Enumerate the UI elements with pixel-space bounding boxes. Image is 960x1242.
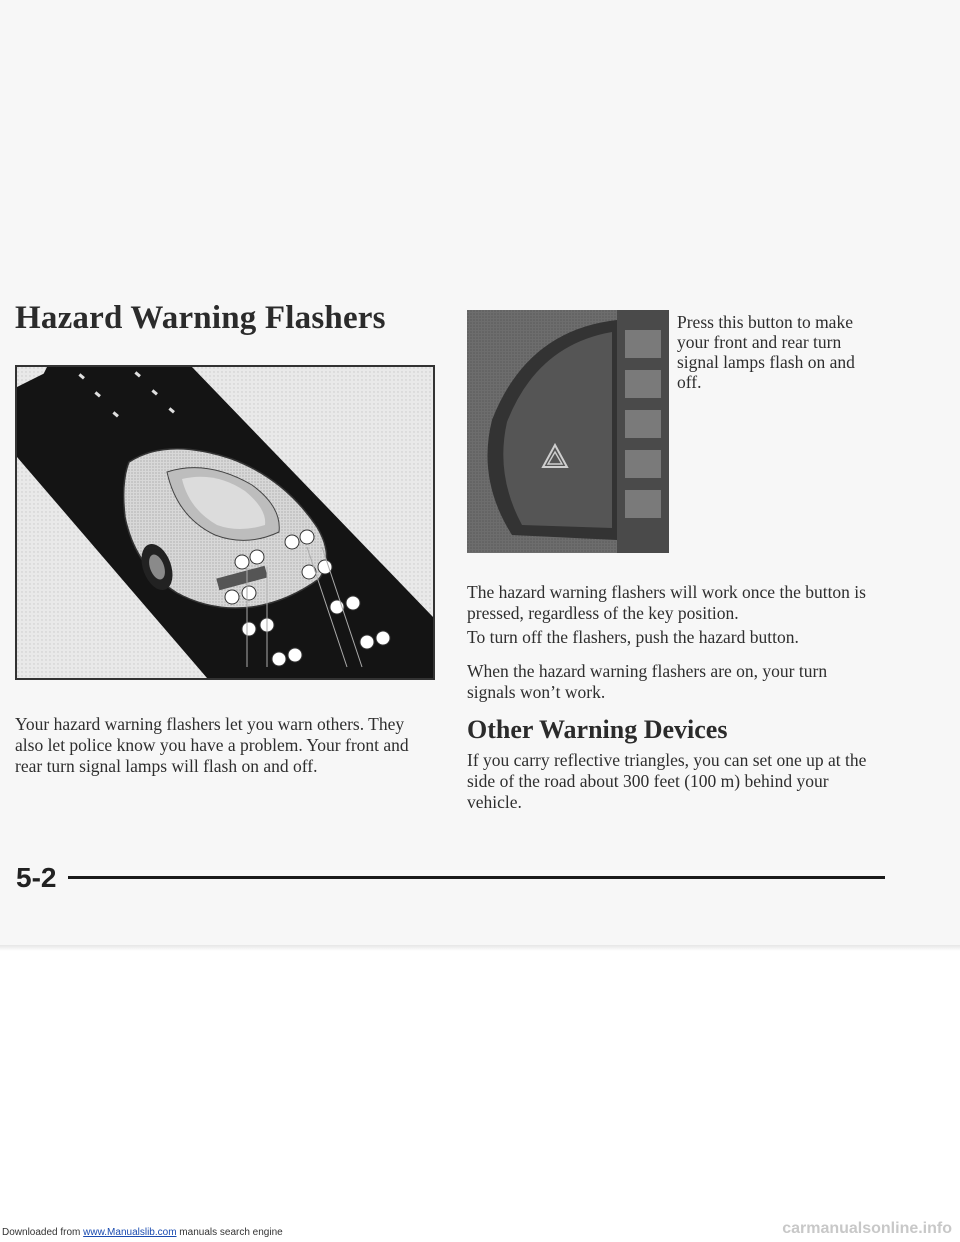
- intro-paragraph: Your hazard warning flashers let you warn others. They also let police know you have a problem. Your front and rear turn signal lamps will flash on and off.: [15, 714, 409, 776]
- section-title: Hazard Warning Flashers: [15, 300, 386, 336]
- hazard-button-photo: [467, 310, 669, 553]
- car-on-road-illustration: [15, 365, 435, 680]
- manualslib-link[interactable]: www.Manualslib.com: [83, 1227, 177, 1238]
- page-bottom-margin: [0, 945, 960, 1242]
- paragraph-turn-off: To turn off the flashers, push the hazard button.: [467, 627, 799, 647]
- watermark: carmanualsonline.info: [782, 1220, 952, 1237]
- download-note: [2, 1227, 283, 1238]
- download-note-prefix: Downloaded from: [2, 1227, 84, 1238]
- page-number: 5-2: [16, 862, 57, 893]
- paragraph-key-position: The hazard warning flashers will work once the button is pressed, regardless of the key position.: [467, 582, 866, 623]
- subsection-title: Other Warning Devices: [467, 715, 728, 744]
- paragraph-turn-signals: When the hazard warning flashers are on, your turn signals won’t work.: [467, 661, 828, 702]
- button-caption: Press this button to make your front and rear turn signal lamps flash on and off.: [677, 312, 855, 392]
- download-note-suffix: manuals search engine: [176, 1227, 283, 1238]
- footer-rule: [68, 876, 885, 879]
- subsection-paragraph: If you carry reflective triangles, you can set one up at the side of the road about 300 feet (100 m) behind your vehicle.: [467, 750, 867, 812]
